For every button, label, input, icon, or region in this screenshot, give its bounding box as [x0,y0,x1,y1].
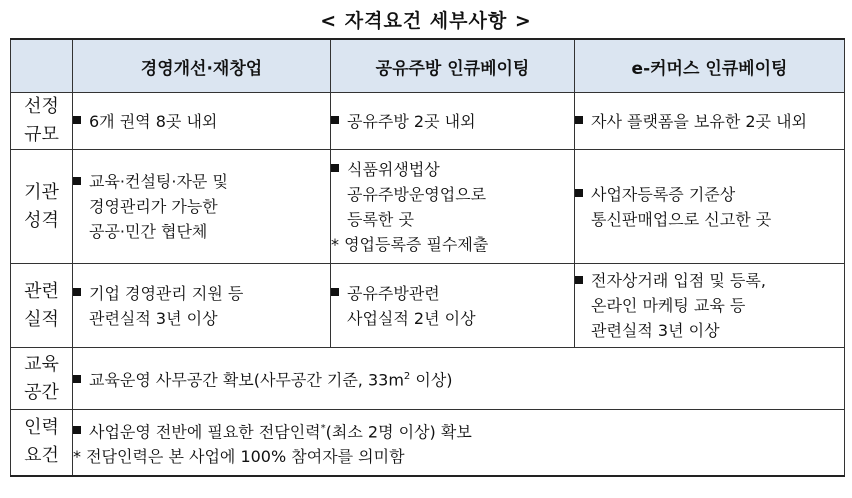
row-label: 관련 실적 [11,264,73,348]
header-ecommerce: e-커머스 인큐베이팅 [575,39,845,93]
bullet-icon [575,116,583,124]
table-row-institution [11,150,845,264]
table-cell: 식품위생법상 공유주방운영업으로 등록한 곳 * 영업등록증 필수제출 [331,150,575,264]
header-shared-kitchen: 공유주방 인큐베이팅 [331,39,575,93]
page-title: < 자격요건 세부사항 > [320,10,532,32]
row-label: 선정 규모 [11,93,73,150]
bullet-icon [73,116,81,124]
table-cell: 전자상거래 입점 및 등록, 온라인 마케팅 교육 등 관련실적 3년 이상 [575,264,845,348]
row-label: 교육 공간 [11,348,73,410]
bullet-icon [331,288,339,296]
header-row [11,39,845,93]
table-row-record [11,264,845,348]
table-row-space [11,348,845,410]
row-label: 인력 요건 [11,410,73,476]
table-cell: 사업자등록증 기준상 통신판매업으로 신고한 곳 [575,150,845,264]
table-cell: 공유주방 2곳 내외 [331,93,575,150]
table-cell: 자사 플랫폼을 보유한 2곳 내외 [575,93,845,150]
footnote: * 전담인력은 본 사업에 100% 참여자를 의미함 [73,446,405,466]
requirements-table [10,38,845,477]
footnote: * 영업등록증 필수제출 [331,234,489,254]
table-row-selection [11,93,845,150]
bullet-icon [73,375,81,383]
bullet-icon [73,288,81,296]
bullet-icon [331,164,339,172]
table-cell: 공유주방관련 사업실적 2년 이상 [331,264,575,348]
bullet-icon [575,276,583,284]
header-corner [11,39,73,93]
table-cell-merged: 사업운영 전반에 필요한 전담인력*(최소 2명 이상) 확보 * 전담인력은 본 사업에 100% 참여자를 의미함 [73,410,845,476]
table-cell: 교육·컨설팅·자문 및 경영관리가 가능한 공공·민간 협단체 [73,150,331,264]
table-cell-merged: 교육운영 사무공간 확보(사무공간 기준, $33m^2$ 이상) [73,348,845,410]
bullet-icon [73,177,81,185]
table-row-staff [11,410,845,476]
header-management: 경영개선·재창업 [73,39,331,93]
bullet-icon [73,426,81,434]
table-cell: 기업 경영관리 지원 등 관련실적 3년 이상 [73,264,331,348]
table-cell: 6개 권역 8곳 내외 [73,93,331,150]
bullet-icon [331,116,339,124]
bullet-icon [575,189,583,197]
row-label: 기관 성격 [11,150,73,264]
